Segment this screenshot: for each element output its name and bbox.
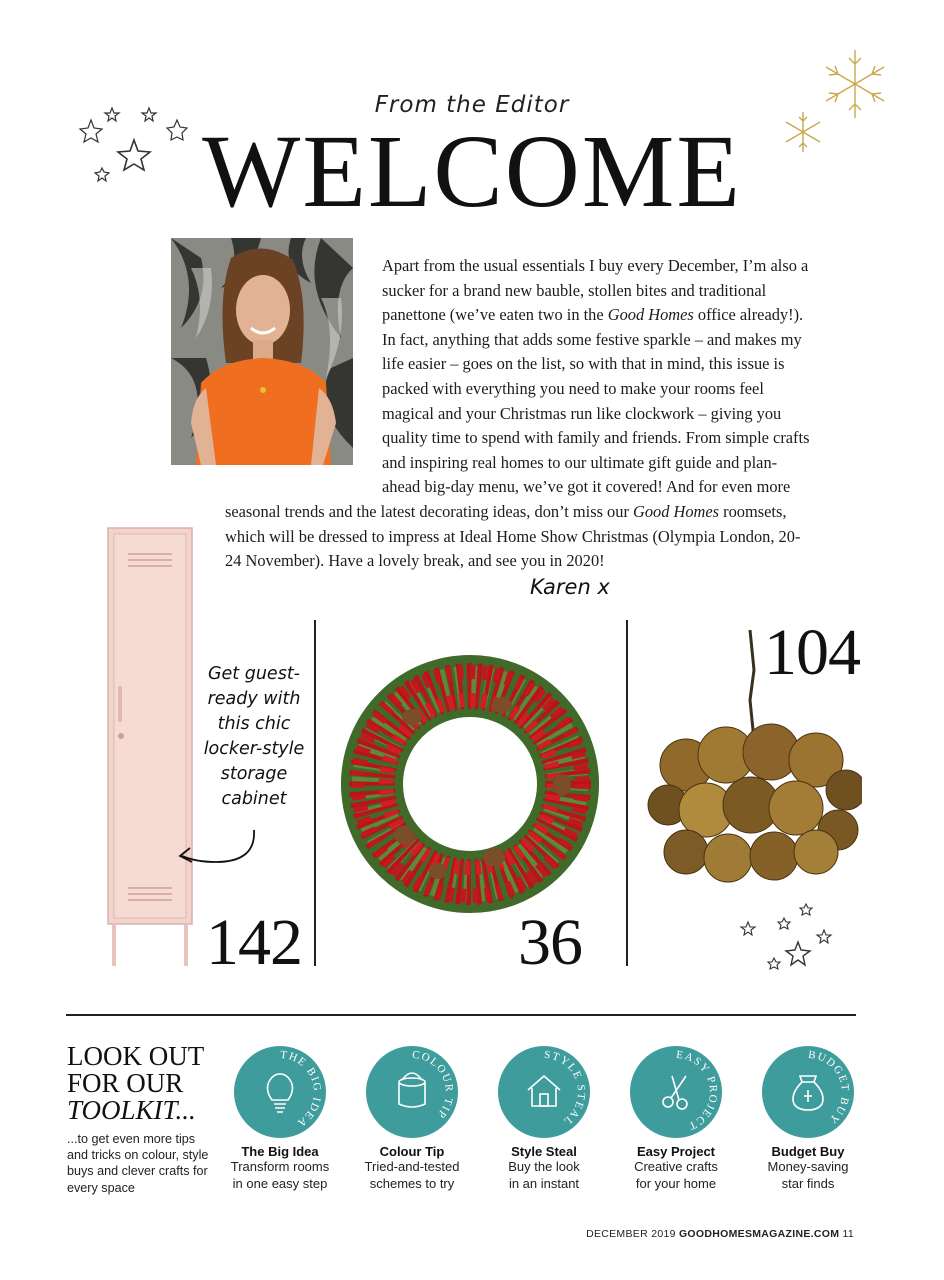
toolkit-badge-big-idea (214, 1044, 346, 1192)
badge-ring-text: COLOUR TIP (411, 1048, 456, 1122)
badge-desc-line-2: in one easy step (232, 1175, 328, 1191)
locker-callout-text: Get guest-ready with this chic locker-style storage cabinet (203, 664, 305, 809)
badge-desc-line-1: Tried-and-tested (364, 1159, 460, 1174)
column-divider-right (626, 620, 628, 966)
toolkit-title-line-3: TOOLKIT... (67, 1095, 196, 1125)
toolkit-title-line-1: LOOK OUT (67, 1041, 205, 1071)
letter-text-part-2: office already!). In fact, anything that adds some festive sparkle – and makes my life easier – goes on the list, so with that in mind, this issue is packed with everything you need to make your rooms feel magical and your Christmas run like clockwork – giving you quality time to spend with family and friends. From simple crafts and inspiring real homes to our ultimate gift guide and plan-ahead big-day menu, we’ve got it covered! And for even more seasonal trends and the latest decorating ideas, don’t miss our (225, 305, 810, 521)
portrait-wrap-space (225, 254, 382, 476)
letter-magazine-name-1: Good Homes (607, 305, 694, 325)
badge-title: Budget Buy (771, 1144, 845, 1159)
locker-page-number: 142 (206, 906, 302, 979)
letter-text-part-1: Apart from the usual essentials I buy every December, I’m also a sucker for a brand new bauble, stollen bites and traditional panettone (we’ve eaten two in the (382, 256, 809, 325)
badge-desc-line-2: in an instant (508, 1175, 580, 1191)
badge-desc-line-1: Transform rooms (230, 1159, 330, 1174)
badge-title: Colour Tip (379, 1144, 445, 1159)
berry-wreath-image (334, 645, 606, 923)
house-icon (496, 1044, 592, 1140)
badge-title: Easy Project (636, 1144, 716, 1159)
badge-desc-line-2: star finds (781, 1175, 835, 1191)
badge-title: The Big Idea (241, 1144, 319, 1159)
toolkit-title-line-2: FOR OUR (67, 1068, 184, 1098)
footer-issue: DECEMBER 2019 (586, 1228, 676, 1240)
badge-desc-line-2: for your home (635, 1175, 717, 1191)
badge-desc-line-1: Money-saving (767, 1159, 849, 1174)
editor-letter (225, 254, 810, 574)
scissors-icon (628, 1044, 724, 1140)
from-the-editor-kicker: From the Editor (374, 92, 570, 118)
badge-desc-line-1: Creative crafts (634, 1159, 718, 1174)
wreath-page-number: 36 (518, 906, 582, 979)
welcome-headline: WELCOME (202, 114, 742, 229)
badge-desc-line-1: Buy the look (508, 1159, 580, 1174)
toolkit-badge-easy-project (610, 1044, 742, 1192)
money-bag-icon (760, 1044, 856, 1140)
stars-decoration-bottom-right (734, 900, 834, 972)
page-footer (586, 1228, 854, 1240)
toolkit-badge-colour-tip (346, 1044, 478, 1192)
curved-arrow-icon (176, 828, 262, 870)
paint-pot-icon (364, 1044, 460, 1140)
badge-ring-text: THE BIG IDEA (279, 1048, 324, 1130)
pendant-page-number: 104 (764, 616, 860, 689)
column-divider-left (314, 620, 316, 966)
footer-site: GOODHOMESMAGAZINE.COM (678, 1228, 840, 1240)
lightbulb-icon (232, 1044, 328, 1140)
badge-title: Style Steal (511, 1144, 577, 1159)
letter-magazine-name-2: Good Homes (633, 501, 720, 521)
section-divider-rule (66, 1014, 856, 1016)
badge-ring-text: BUDGET BUY (807, 1048, 852, 1127)
toolkit-badge-budget-buy (742, 1044, 874, 1192)
editor-signoff: Karen x (530, 575, 610, 599)
toolkit-title (67, 1043, 204, 1124)
badge-ring-text: EASY PROJECT (675, 1048, 720, 1133)
footer-page-number: 11 (842, 1228, 854, 1240)
toolkit-badge-style-steal (478, 1044, 610, 1192)
badge-desc-line-2: schemes to try (369, 1175, 455, 1191)
toolkit-description: ...to get even more tips and tricks on colour, style buys and clever crafts for every space (67, 1132, 209, 1195)
badge-ring-text: STYLE STEAL (543, 1048, 588, 1129)
pink-locker-image (104, 526, 196, 968)
letter-text-part-3: roomsets, which will be dressed to impress at Ideal Home Show Christmas (Olympia London, 20-24 November). Have a lovely break, and see you in 2020! (225, 501, 801, 571)
